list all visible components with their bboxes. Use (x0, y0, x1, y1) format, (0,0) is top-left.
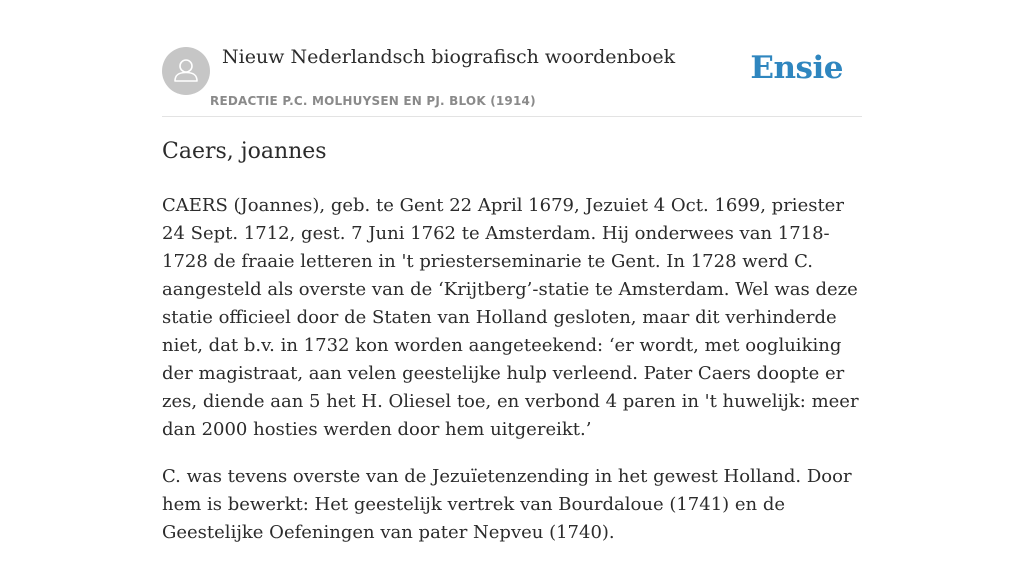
page (162, 0, 862, 543)
ensie-logo[interactable]: Ensie (750, 50, 843, 86)
entry-paragraph: CAERS (Joannes), geb. te Gent 22 April 1679, Jezuiet 4 Oct. 1699, priester 24 Sept. 1712, gest. 7 Juni 1762 te Amsterdam. Hij onderwees van 1718-1728 de fraaie letteren in 't priesterseminarie te Gent. In 1728 werd C. aangesteld als overste van de ‘Krijtberg’-statie te Amsterdam. Wel was deze statie officieel door de Staten van Holland gesloten, maar dit verhinderde niet, dat b.v. in 1732 kon worden aangeteekend: ‘er wordt, met oogluiking der magistraat, aan velen geestelijke hulp verleend. Pater Caers doopte er zes, diende aan 5 het H. Oliesel toe, en verbond 4 paren in 't huwelijk: meer dan 2000 hosties werden door hem uitgereikt.’ (162, 195, 859, 440)
entry-title: Caers, joannes (162, 139, 327, 164)
entry-paragraph: C. was tevens overste van de Jezuïetenzending in het gewest Holland. Door hem is bewerkt: Het geestelijk vertrek van Bourdaloue (1741) en de Geestelijke Oefeningen van pater Nepveu (1740). (162, 466, 852, 543)
book-editors: REDACTIE P.C. MOLHUYSEN EN PJ. BLOK (1914) (210, 94, 536, 108)
book-header (162, 0, 862, 117)
avatar[interactable] (162, 47, 210, 95)
book-title[interactable]: Nieuw Nederlandsch biografisch woordenboek (222, 46, 676, 68)
user-icon (162, 47, 210, 95)
entry-body (162, 192, 864, 566)
